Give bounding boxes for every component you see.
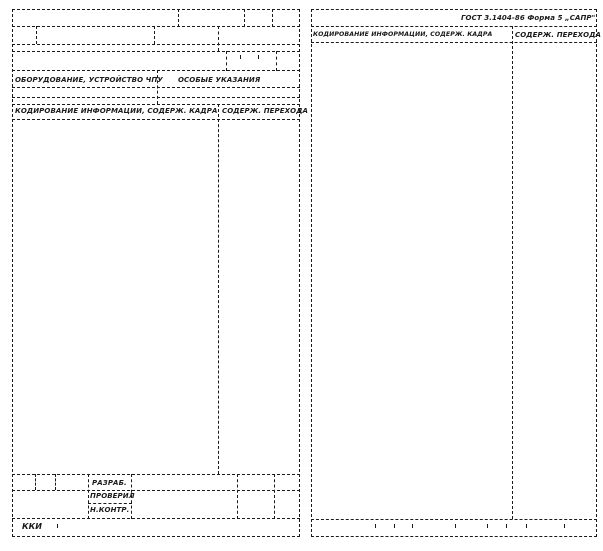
left-row1-divider-1 [178,9,179,27]
left-row1-divider-2 [244,9,245,27]
left-header-line-4 [12,70,300,71]
kki-label: ККИ [22,522,43,531]
right-footer-tick-6 [506,524,507,528]
left-row4-tick-1 [240,55,241,59]
left-row1-divider-3 [272,9,273,27]
right-header-line-1 [311,26,597,27]
left-frame-bottom [12,536,300,537]
left-header-line-2 [12,44,300,45]
right-frame-top [311,9,597,10]
left-header-line-6 [12,97,300,98]
norm-control-label: Н.КОНТР. [90,506,130,514]
right-header-line-2 [311,42,597,43]
right-footer-tick-1 [375,524,376,528]
left-coding-label: КОДИРОВАНИЕ ИНФОРМАЦИИ, СОДЕРЖ. КАДРА [15,107,218,115]
right-footer-tick-4 [455,524,456,528]
left-header-line-5 [12,87,300,88]
right-frame-right [596,9,597,537]
left-row4-divider-1 [226,51,227,71]
left-frame-top [12,9,300,10]
left-frame-left [12,9,13,537]
right-frame-left [311,9,312,537]
left-sign-divider-5 [237,474,238,519]
right-footer-tick-8 [564,524,565,528]
right-footer-tick-5 [487,524,488,528]
right-frame-bottom [311,536,597,537]
left-header-line-7 [12,104,300,105]
left-sign-line-1 [12,490,300,491]
right-coding-label: КОДИРОВАНИЕ ИНФОРМАЦИИ, СОДЕРЖ. КАДРА [313,31,493,38]
developed-label: РАЗРАБ. [92,479,127,487]
equipment-label: ОБОРУДОВАНИЕ, УСТРОЙСТВО ЧПУ [15,76,163,84]
left-row2-divider-2 [154,26,155,44]
left-header-line-3 [12,51,300,52]
kki-tick [57,524,58,528]
right-transition-label: СОДЕРЖ. ПЕРЕХОДА [515,31,602,39]
left-sign-bottom [12,518,300,519]
left-sign-divider-2 [55,474,56,490]
left-sign-line-2 [88,503,132,504]
left-transition-label: СОДЕРЖ. ПЕРЕХОДА [222,107,309,115]
left-row2-divider-1 [36,26,37,44]
left-header-line-8 [12,119,300,120]
right-body-divider [512,26,513,519]
standard-label: ГОСТ 3.1404-86 Форма 5 „САПР" [461,14,596,22]
left-sign-divider-1 [35,474,36,490]
right-footer-tick-7 [526,524,527,528]
right-footer-tick-3 [412,524,413,528]
left-header-line-1 [12,26,300,27]
left-row4-divider-2 [276,51,277,71]
left-body-divider [218,104,219,474]
checked-label: ПРОВЕРИЛ [90,492,135,500]
left-sign-divider-6 [274,474,275,519]
left-sign-divider-3 [88,474,89,519]
right-footer-tick-2 [394,524,395,528]
left-frame-right [299,9,300,537]
notes-label: ОСОБЫЕ УКАЗАНИЯ [178,76,261,84]
left-row2-divider-3 [218,26,219,51]
left-row4-tick-2 [258,55,259,59]
right-footer-line [311,519,597,520]
